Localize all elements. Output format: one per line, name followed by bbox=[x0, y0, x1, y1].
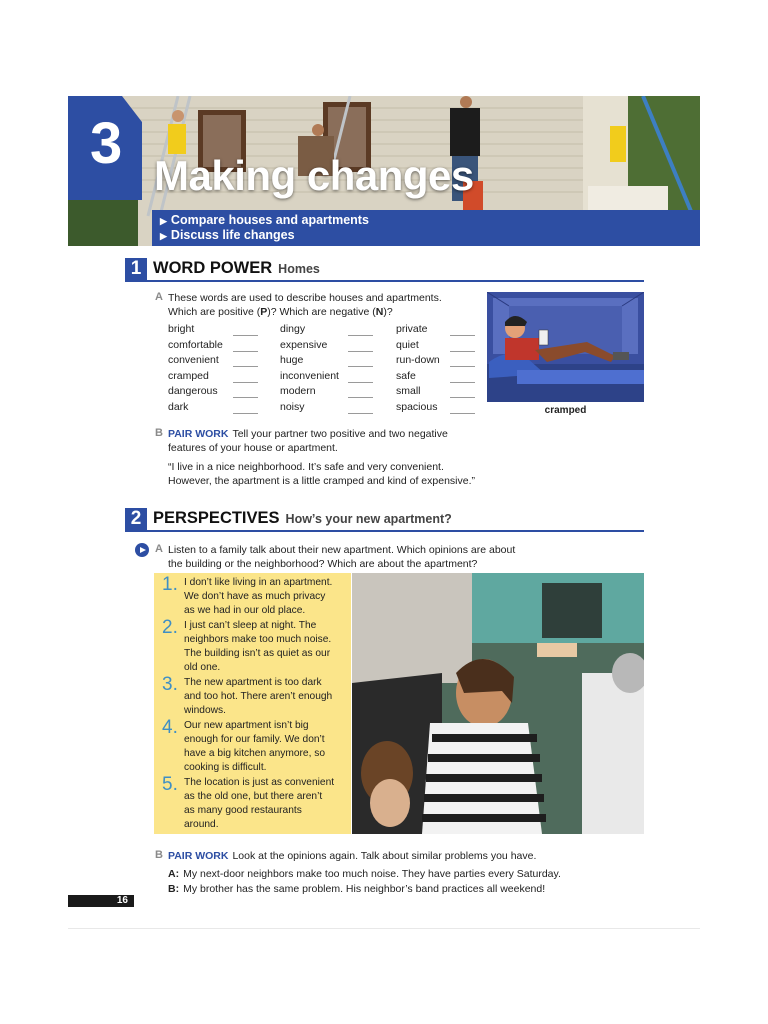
opinion-number: 5. bbox=[162, 774, 178, 795]
vocab-word: comfortable bbox=[168, 338, 223, 351]
answer-blank[interactable] bbox=[348, 397, 373, 398]
dialog-line: B: My brother has the same problem. His neighbor’s band practices all weekend! bbox=[168, 883, 546, 895]
answer-blank[interactable] bbox=[233, 413, 258, 414]
vocab-word: convenient bbox=[168, 354, 219, 366]
answer-blank[interactable] bbox=[450, 351, 475, 352]
answer-blank[interactable] bbox=[233, 397, 258, 398]
instruction-line: Listen to a family talk about their new apartment. Which opinions are about bbox=[168, 544, 516, 556]
vocab-word: modern bbox=[280, 385, 316, 397]
section-subtitle: Homes bbox=[278, 262, 320, 276]
answer-blank[interactable] bbox=[233, 382, 258, 383]
opinion-text: as many good restaurants bbox=[184, 805, 302, 816]
section-header-word-power bbox=[125, 258, 644, 282]
opinion-text: I don’t like living in an apartment. bbox=[184, 577, 333, 588]
vocab-word: dangerous bbox=[168, 385, 218, 397]
opinions-panel bbox=[154, 573, 351, 834]
opinion-number: 3. bbox=[162, 674, 178, 695]
pair-work-label: PAIR WORK bbox=[168, 428, 229, 440]
vocab-word: private bbox=[396, 323, 428, 335]
instruction-line: PAIR WORK Look at the opinions again. Talk about similar problems you have. bbox=[168, 850, 537, 862]
answer-blank[interactable] bbox=[233, 366, 258, 367]
cramped-room-illustration bbox=[487, 292, 644, 402]
page-number-bar bbox=[68, 895, 134, 907]
opinion-text: windows. bbox=[184, 705, 226, 716]
part-letter: A bbox=[155, 543, 163, 555]
vocab-word: dark bbox=[168, 400, 189, 413]
answer-blank[interactable] bbox=[348, 413, 373, 414]
vocab-word: small bbox=[396, 385, 421, 397]
unit-goals bbox=[152, 210, 700, 246]
answer-blank[interactable] bbox=[450, 397, 475, 398]
vocab-word: cramped bbox=[168, 369, 209, 382]
answer-blank[interactable] bbox=[450, 413, 475, 414]
vocab-word: safe bbox=[396, 369, 416, 382]
opinion-number: 1. bbox=[162, 574, 178, 595]
answer-blank[interactable] bbox=[233, 335, 258, 336]
vocab-word: bright bbox=[168, 323, 195, 335]
opinion-text: as the old one, but there aren’t bbox=[184, 791, 323, 802]
page-number: 16 bbox=[116, 895, 128, 906]
vocab-word: run-down bbox=[396, 354, 440, 366]
vocab-word: quiet bbox=[396, 338, 419, 351]
footer-divider bbox=[68, 928, 700, 929]
unit-title: Making changes bbox=[154, 152, 474, 199]
bullet-triangle-icon: ▶ bbox=[160, 216, 167, 226]
opinion-text: as we had in our old place. bbox=[184, 605, 306, 616]
unit-number: 3 bbox=[90, 111, 123, 176]
goal-item: ▶ Compare houses and apartments bbox=[160, 213, 369, 227]
dialog-line: A: My next-door neighbors make too much noise. They have parties every Saturday. bbox=[168, 868, 561, 880]
section-title: WORD POWER Homes bbox=[153, 259, 320, 277]
answer-blank[interactable] bbox=[348, 382, 373, 383]
answer-blank[interactable] bbox=[450, 366, 475, 367]
opinion-text: have a big kitchen anymore, so bbox=[184, 748, 326, 759]
answer-blank[interactable] bbox=[233, 351, 258, 352]
opinion-text: around. bbox=[184, 819, 219, 830]
opinion-text: The building isn’t as quiet as our bbox=[184, 648, 331, 659]
opinion-text: The new apartment is too dark bbox=[184, 677, 322, 688]
answer-blank[interactable] bbox=[348, 335, 373, 336]
vocab-word: expensive bbox=[280, 338, 328, 351]
example-quote: However, the apartment is a little cramped and kind of expensive.” bbox=[168, 475, 475, 487]
audio-play-icon[interactable] bbox=[135, 543, 149, 557]
opinion-number: 4. bbox=[162, 717, 178, 738]
opinion-text: I just can’t sleep at night. The bbox=[184, 620, 317, 631]
vocab-word: noisy bbox=[280, 400, 305, 413]
instruction-line: PAIR WORK Tell your partner two positive and two negative bbox=[168, 428, 448, 440]
opinion-text: old one. bbox=[184, 662, 221, 673]
opinion-text: cooking is difficult. bbox=[184, 762, 267, 773]
vocab-word: dingy bbox=[280, 323, 306, 335]
example-quote: “I live in a nice neighborhood. It’s safe and very convenient. bbox=[168, 461, 444, 473]
illustration-caption: cramped bbox=[544, 405, 587, 416]
opinion-text: Our new apartment isn’t big bbox=[184, 720, 309, 731]
family-kitchen-photo bbox=[352, 573, 644, 834]
opinion-text: The location is just as convenient bbox=[184, 777, 335, 788]
instruction-line: Which are positive (P)? Which are negative (N)? bbox=[168, 306, 393, 318]
vocab-word: inconvenient bbox=[280, 369, 339, 382]
opinion-text: enough for our family. We don’t bbox=[184, 734, 325, 745]
vocab-word: huge bbox=[280, 354, 304, 366]
opinion-text: We don’t have as much privacy bbox=[184, 591, 326, 602]
vocab-word: spacious bbox=[396, 400, 438, 413]
answer-blank[interactable] bbox=[450, 382, 475, 383]
bullet-triangle-icon: ▶ bbox=[160, 231, 167, 241]
instruction-line: features of your house or apartment. bbox=[168, 442, 338, 454]
section-header-perspectives bbox=[125, 508, 644, 532]
part-letter: B bbox=[155, 849, 163, 861]
part-letter: B bbox=[155, 427, 163, 439]
answer-blank[interactable] bbox=[348, 351, 373, 352]
opinion-text: neighbors make too much noise. bbox=[184, 634, 332, 645]
section-subtitle: How’s your new apartment? bbox=[285, 512, 452, 526]
answer-blank[interactable] bbox=[348, 366, 373, 367]
answer-blank[interactable] bbox=[450, 335, 475, 336]
section-number: 1 bbox=[125, 258, 147, 280]
part-letter: A bbox=[155, 291, 163, 303]
pair-work-label: PAIR WORK bbox=[168, 850, 229, 862]
section-title: PERSPECTIVES How’s your new apartment? bbox=[153, 509, 452, 527]
section-number: 2 bbox=[125, 508, 147, 530]
opinion-text: and too hot. There aren’t enough bbox=[184, 691, 333, 702]
unit-banner bbox=[68, 96, 700, 246]
instruction-line: the building or the neighborhood? Which are about the apartment? bbox=[168, 558, 478, 570]
opinion-number: 2. bbox=[162, 617, 178, 638]
goal-item: ▶ Discuss life changes bbox=[160, 228, 295, 242]
instruction-line: These words are used to describe houses and apartments. bbox=[168, 292, 442, 304]
